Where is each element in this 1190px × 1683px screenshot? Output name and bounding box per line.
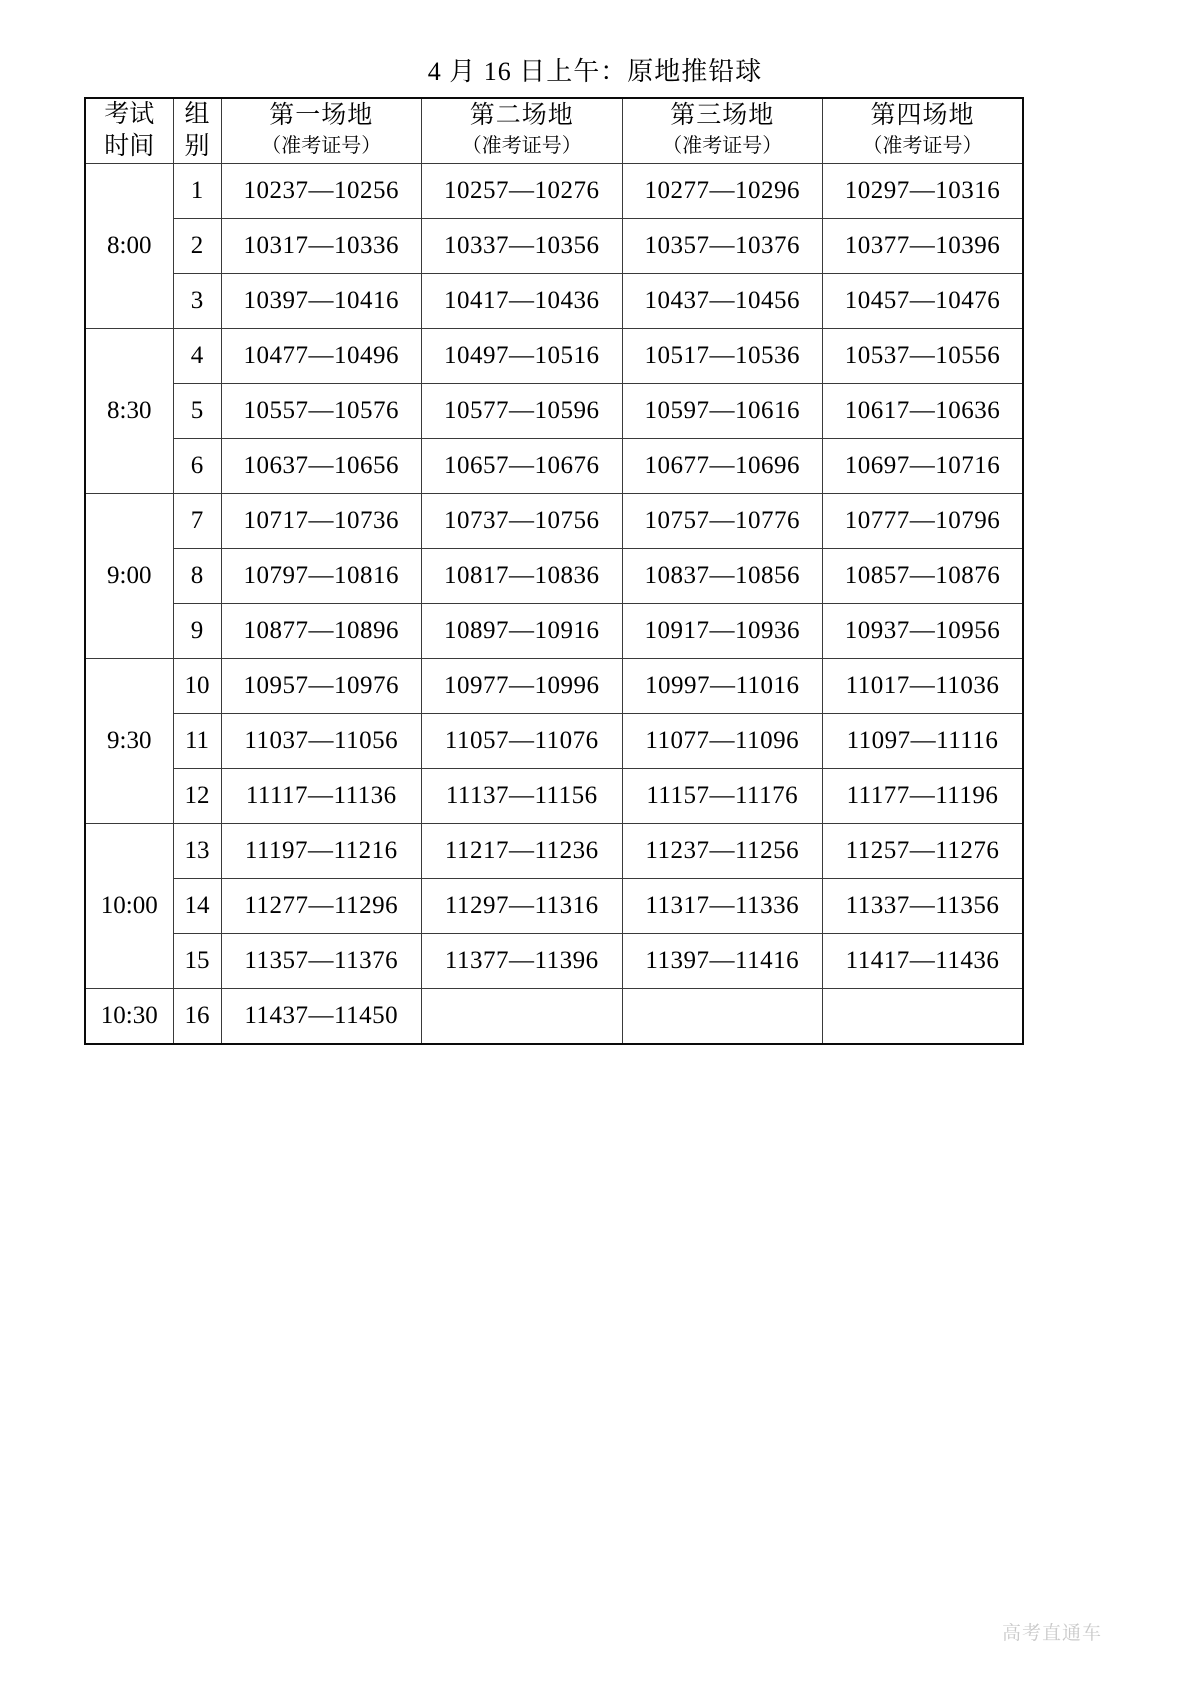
schedule-table-container xyxy=(84,97,1022,1045)
venue-1-ticket-range-cell: 10317—10336 xyxy=(221,219,422,274)
table-row xyxy=(85,219,1023,274)
venue-3-ticket-range-cell: 11237—11256 xyxy=(622,824,823,879)
group-number-cell: 13 xyxy=(173,824,221,879)
table-row xyxy=(85,824,1023,879)
group-number-cell: 6 xyxy=(173,439,221,494)
page-title: 4 月 16 日上午：原地推铅球 xyxy=(427,57,763,86)
table-row xyxy=(85,164,1023,219)
venue-4-ticket-range-cell: 10777—10796 xyxy=(823,494,1024,549)
venue-4-ticket-range-cell xyxy=(823,989,1024,1044)
venue-2-ticket-range-cell: 11137—11156 xyxy=(422,769,623,824)
venue-3-ticket-range-cell: 11317—11336 xyxy=(622,879,823,934)
watermark: 高考直通车 xyxy=(1001,1623,1102,1644)
column-header-line2: （准考证号） xyxy=(261,135,382,157)
table-row xyxy=(85,879,1023,934)
table-row xyxy=(85,989,1023,1044)
venue-4-ticket-range-cell: 11417—11436 xyxy=(823,934,1024,989)
group-number-cell: 11 xyxy=(173,714,221,769)
venue-4-ticket-range-cell: 10297—10316 xyxy=(823,164,1024,219)
table-row xyxy=(85,439,1023,494)
exam-time-cell: 10:00 xyxy=(85,824,173,989)
column-header-line1: 第三场地 xyxy=(670,102,775,129)
venue-4-ticket-range-cell: 11097—11116 xyxy=(823,714,1024,769)
group-number-cell: 10 xyxy=(173,659,221,714)
column-header-line1: 第二场地 xyxy=(469,102,574,129)
venue-4-ticket-range-cell: 11337—11356 xyxy=(823,879,1024,934)
group-number-cell: 7 xyxy=(173,494,221,549)
column-header-line1: 第四场地 xyxy=(870,102,975,129)
table-row xyxy=(85,274,1023,329)
venue-1-ticket-range-cell: 10397—10416 xyxy=(221,274,422,329)
column-header-line2: （准考证号） xyxy=(461,135,582,157)
venue-4-ticket-range-cell: 10537—10556 xyxy=(823,329,1024,384)
venue-2-ticket-range-cell: 10337—10356 xyxy=(422,219,623,274)
group-number-cell: 8 xyxy=(173,549,221,604)
group-number-cell: 14 xyxy=(173,879,221,934)
venue-1-ticket-range-cell: 10717—10736 xyxy=(221,494,422,549)
venue-4-ticket-range-cell: 11017—11036 xyxy=(823,659,1024,714)
venue-1-ticket-range-cell: 10877—10896 xyxy=(221,604,422,659)
column-header-5 xyxy=(823,98,1024,164)
column-header-line1: 组 xyxy=(184,101,210,128)
column-header-line2: 时间 xyxy=(104,133,155,160)
column-header-1 xyxy=(173,98,221,164)
table-row xyxy=(85,714,1023,769)
venue-1-ticket-range-cell: 10637—10656 xyxy=(221,439,422,494)
venue-3-ticket-range-cell: 10837—10856 xyxy=(622,549,823,604)
table-row xyxy=(85,604,1023,659)
table-row xyxy=(85,384,1023,439)
venue-1-ticket-range-cell: 11037—11056 xyxy=(221,714,422,769)
venue-2-ticket-range-cell: 10897—10916 xyxy=(422,604,623,659)
venue-2-ticket-range-cell: 11377—11396 xyxy=(422,934,623,989)
column-header-line1: 考试 xyxy=(104,101,155,128)
column-header-line1: 第一场地 xyxy=(269,102,374,129)
venue-3-ticket-range-cell: 11397—11416 xyxy=(622,934,823,989)
venue-3-ticket-range-cell: 10517—10536 xyxy=(622,329,823,384)
venue-3-ticket-range-cell: 10437—10456 xyxy=(622,274,823,329)
venue-3-ticket-range-cell: 10277—10296 xyxy=(622,164,823,219)
column-header-line2: （准考证号） xyxy=(862,135,983,157)
venue-2-ticket-range-cell: 10417—10436 xyxy=(422,274,623,329)
column-header-2 xyxy=(221,98,422,164)
group-number-cell: 15 xyxy=(173,934,221,989)
column-header-line2: （准考证号） xyxy=(662,135,783,157)
venue-4-ticket-range-cell: 10857—10876 xyxy=(823,549,1024,604)
exam-time-cell: 9:30 xyxy=(85,659,173,824)
group-number-cell: 5 xyxy=(173,384,221,439)
venue-1-ticket-range-cell: 11197—11216 xyxy=(221,824,422,879)
venue-2-ticket-range-cell: 10737—10756 xyxy=(422,494,623,549)
column-header-3 xyxy=(422,98,623,164)
venue-1-ticket-range-cell: 11117—11136 xyxy=(221,769,422,824)
venue-1-ticket-range-cell: 10797—10816 xyxy=(221,549,422,604)
table-row xyxy=(85,934,1023,989)
column-header-line2: 别 xyxy=(184,133,210,160)
venue-2-ticket-range-cell: 10497—10516 xyxy=(422,329,623,384)
venue-3-ticket-range-cell: 11157—11176 xyxy=(622,769,823,824)
exam-time-cell: 8:30 xyxy=(85,329,173,494)
venue-2-ticket-range-cell: 10257—10276 xyxy=(422,164,623,219)
exam-time-cell: 8:00 xyxy=(85,164,173,329)
venue-2-ticket-range-cell: 10577—10596 xyxy=(422,384,623,439)
venue-1-ticket-range-cell: 11437—11450 xyxy=(221,989,422,1044)
table-header-row xyxy=(85,98,1023,164)
column-header-0 xyxy=(85,98,173,164)
venue-2-ticket-range-cell: 10657—10676 xyxy=(422,439,623,494)
group-number-cell: 16 xyxy=(173,989,221,1044)
venue-4-ticket-range-cell: 11257—11276 xyxy=(823,824,1024,879)
venue-2-ticket-range-cell: 11217—11236 xyxy=(422,824,623,879)
table-row xyxy=(85,549,1023,604)
group-number-cell: 3 xyxy=(173,274,221,329)
group-number-cell: 4 xyxy=(173,329,221,384)
venue-2-ticket-range-cell: 11297—11316 xyxy=(422,879,623,934)
venue-2-ticket-range-cell: 10817—10836 xyxy=(422,549,623,604)
venue-4-ticket-range-cell: 10697—10716 xyxy=(823,439,1024,494)
venue-2-ticket-range-cell xyxy=(422,989,623,1044)
group-number-cell: 12 xyxy=(173,769,221,824)
venue-1-ticket-range-cell: 11277—11296 xyxy=(221,879,422,934)
table-row xyxy=(85,494,1023,549)
venue-1-ticket-range-cell: 11357—11376 xyxy=(221,934,422,989)
table-row xyxy=(85,329,1023,384)
venue-1-ticket-range-cell: 10557—10576 xyxy=(221,384,422,439)
venue-3-ticket-range-cell: 10597—10616 xyxy=(622,384,823,439)
exam-schedule-table xyxy=(84,97,1024,1045)
venue-4-ticket-range-cell: 10457—10476 xyxy=(823,274,1024,329)
venue-3-ticket-range-cell: 10677—10696 xyxy=(622,439,823,494)
venue-3-ticket-range-cell: 11077—11096 xyxy=(622,714,823,769)
group-number-cell: 1 xyxy=(173,164,221,219)
venue-1-ticket-range-cell: 10477—10496 xyxy=(221,329,422,384)
column-header-4 xyxy=(622,98,823,164)
exam-time-cell: 9:00 xyxy=(85,494,173,659)
venue-1-ticket-range-cell: 10957—10976 xyxy=(221,659,422,714)
venue-2-ticket-range-cell: 11057—11076 xyxy=(422,714,623,769)
venue-4-ticket-range-cell: 10617—10636 xyxy=(823,384,1024,439)
venue-3-ticket-range-cell: 10357—10376 xyxy=(622,219,823,274)
group-number-cell: 2 xyxy=(173,219,221,274)
venue-3-ticket-range-cell: 10997—11016 xyxy=(622,659,823,714)
venue-4-ticket-range-cell: 11177—11196 xyxy=(823,769,1024,824)
exam-time-cell: 10:30 xyxy=(85,989,173,1044)
table-row xyxy=(85,659,1023,714)
venue-4-ticket-range-cell: 10937—10956 xyxy=(823,604,1024,659)
venue-2-ticket-range-cell: 10977—10996 xyxy=(422,659,623,714)
venue-4-ticket-range-cell: 10377—10396 xyxy=(823,219,1024,274)
venue-3-ticket-range-cell: 10917—10936 xyxy=(622,604,823,659)
venue-3-ticket-range-cell xyxy=(622,989,823,1044)
table-row xyxy=(85,769,1023,824)
venue-3-ticket-range-cell: 10757—10776 xyxy=(622,494,823,549)
group-number-cell: 9 xyxy=(173,604,221,659)
venue-1-ticket-range-cell: 10237—10256 xyxy=(221,164,422,219)
